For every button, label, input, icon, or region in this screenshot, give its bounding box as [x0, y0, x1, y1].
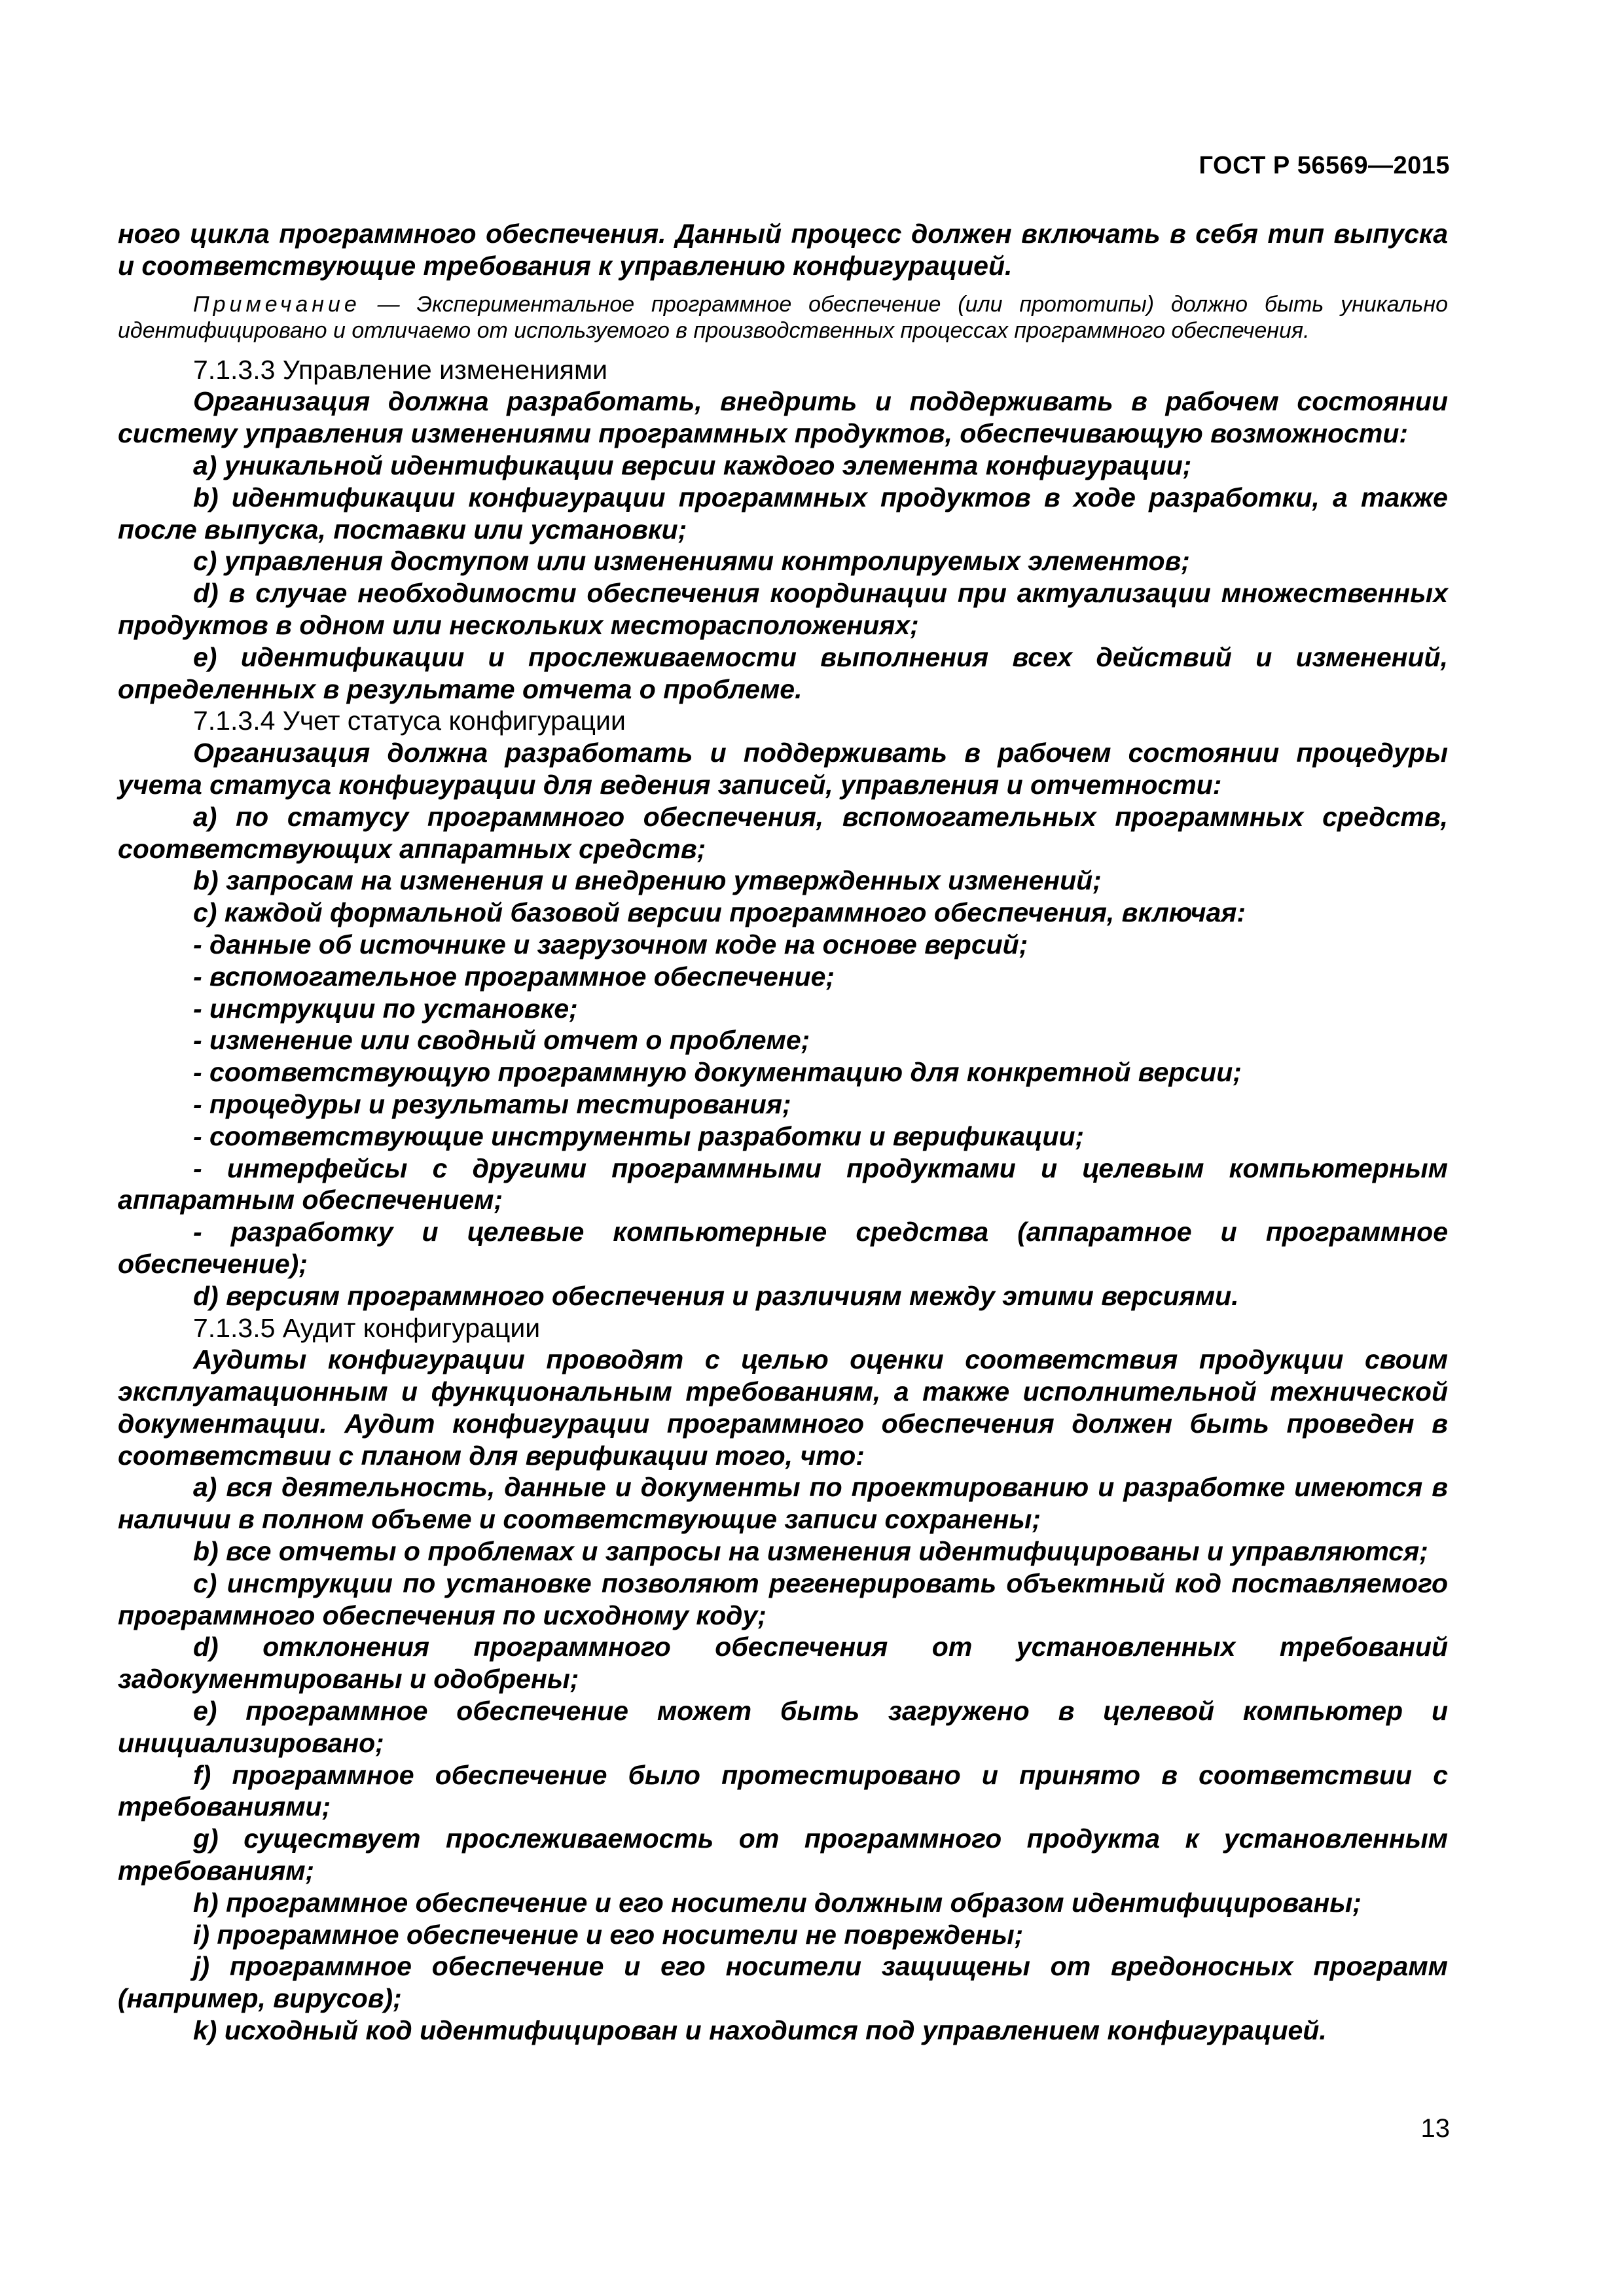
note-dash: — [360, 291, 417, 317]
intro-paragraph: ного цикла программного обеспечения. Данный процесс должен включать в себя тип выпуска и соответствующие требования к управлению конфигурацией. [118, 219, 1448, 281]
list-item: b) все отчеты о проблемах и запросы на изменения идентифицированы и управляются; [193, 1536, 1428, 1567]
list-item: e) программное обеспечение может быть загружено в целевой компьютер и инициализировано; [118, 1696, 1448, 1758]
sub-list-item: - интерфейсы с другими программными продуктами и целевым компьютерным аппаратным обеспечением; [118, 1153, 1448, 1215]
section-heading-7134: 7.1.3.4 Учет статуса конфигурации [193, 706, 626, 736]
page-number: 13 [1420, 2114, 1450, 2143]
list-item: a) по статусу программного обеспечения, вспомогательных программных средств, соответствующих аппаратных средств; [118, 801, 1448, 864]
note-text: Экспериментальное программное обеспечение (или прототипы) должно быть уникально идентифицировано и отличаемо от используемого в производственных процессах программного обеспечения. [118, 291, 1448, 343]
list-item: b) идентификации конфигурации программных продуктов в ходе разработки, а также после выпуска, поставки или установки; [118, 482, 1448, 545]
sub-list-item: - данные об источнике и загрузочном коде на основе версий; [193, 929, 1028, 960]
document-body [118, 218, 1448, 2047]
section-intro-7135: Аудиты конфигурации проводят с целью оценки соответствия продукции своим эксплуатационным и функциональным требованиям, а также исполнительной технической документации. Аудит конфигурации программного обеспечения должен быть проведен в соответствии с планом для верификации того, что: [118, 1344, 1448, 1471]
sub-list-item: - соответствующие инструменты разработки и верификации; [193, 1121, 1085, 1151]
note-paragraph [118, 291, 1448, 344]
note-label: Примечание [193, 291, 361, 317]
list-item: d) версиям программного обеспечения и различиям между этими версиями. [193, 1280, 1239, 1311]
list-item: a) вся деятельность, данные и документы по проектированию и разработке имеются в наличии в полном объеме и соответствующие записи сохранены; [118, 1472, 1448, 1535]
list-item: c) каждой формальной базовой версии программного обеспечения, включая: [193, 897, 1246, 928]
sub-list-item: - инструкции по установке; [193, 993, 578, 1024]
list-item: k) исходный код идентифицирован и находится под управлением конфигурацией. [193, 2015, 1327, 2046]
list-item: e) идентификации и прослеживаемости выполнения всех действий и изменений, определенных в результате отчета о проблеме. [118, 641, 1448, 704]
section-intro-7133: Организация должна разработать, внедрить и поддерживать в рабочем состоянии систему управления изменениями программных продуктов, обеспечивающую возможности: [118, 386, 1448, 449]
section-intro-7134: Организация должна разработать и поддерживать в рабочем состоянии процедуры учета статуса конфигурации для ведения записей, управления и отчетности: [118, 738, 1448, 800]
list-item: i) программное обеспечение и его носители не повреждены; [193, 1919, 1024, 1950]
sub-list-item: - процедуры и результаты тестирования; [193, 1088, 791, 1119]
section-heading-7135: 7.1.3.5 Аудит конфигурации [193, 1312, 541, 1343]
list-item: f) программное обеспечение было протестировано и принято в соответствии с требованиями; [118, 1759, 1448, 1822]
list-item: c) управления доступом или изменениями контролируемых элементов; [193, 546, 1190, 577]
list-item: j) программное обеспечение и его носители защищены от вредоносных программ (например, вирусов); [118, 1951, 1448, 2014]
sub-list-item: - изменение или сводный отчет о проблеме; [193, 1025, 810, 1056]
list-item: d) отклонения программного обеспечения от установленных требований задокументированы и одобрены; [118, 1632, 1448, 1695]
list-item: g) существует прослеживаемость от программного продукта к установленным требованиям; [118, 1823, 1448, 1886]
document-header-id: ГОСТ Р 56569—2015 [1199, 152, 1450, 179]
sub-list-item: - вспомогательное программное обеспечение; [193, 961, 835, 992]
section-heading-7133: 7.1.3.3 Управление изменениями [193, 354, 608, 385]
list-item: b) запросам на изменения и внедрению утвержденных изменений; [193, 865, 1102, 896]
list-item: d) в случае необходимости обеспечения координации при актуализации множественных продуктов в одном или нескольких месторасположениях; [118, 578, 1448, 640]
sub-list-item: - соответствующую программную документацию для конкретной версии; [193, 1057, 1242, 1088]
sub-list-item: - разработку и целевые компьютерные средства (аппаратное и программное обеспечение); [118, 1217, 1448, 1279]
list-item: h) программное обеспечение и его носители должным образом идентифицированы; [193, 1887, 1362, 1918]
list-item: c) инструкции по установке позволяют регенерировать объектный код поставляемого программного обеспечения по исходному коду; [118, 1568, 1448, 1630]
list-item: a) уникальной идентификации версии каждого элемента конфигурации; [193, 450, 1192, 480]
